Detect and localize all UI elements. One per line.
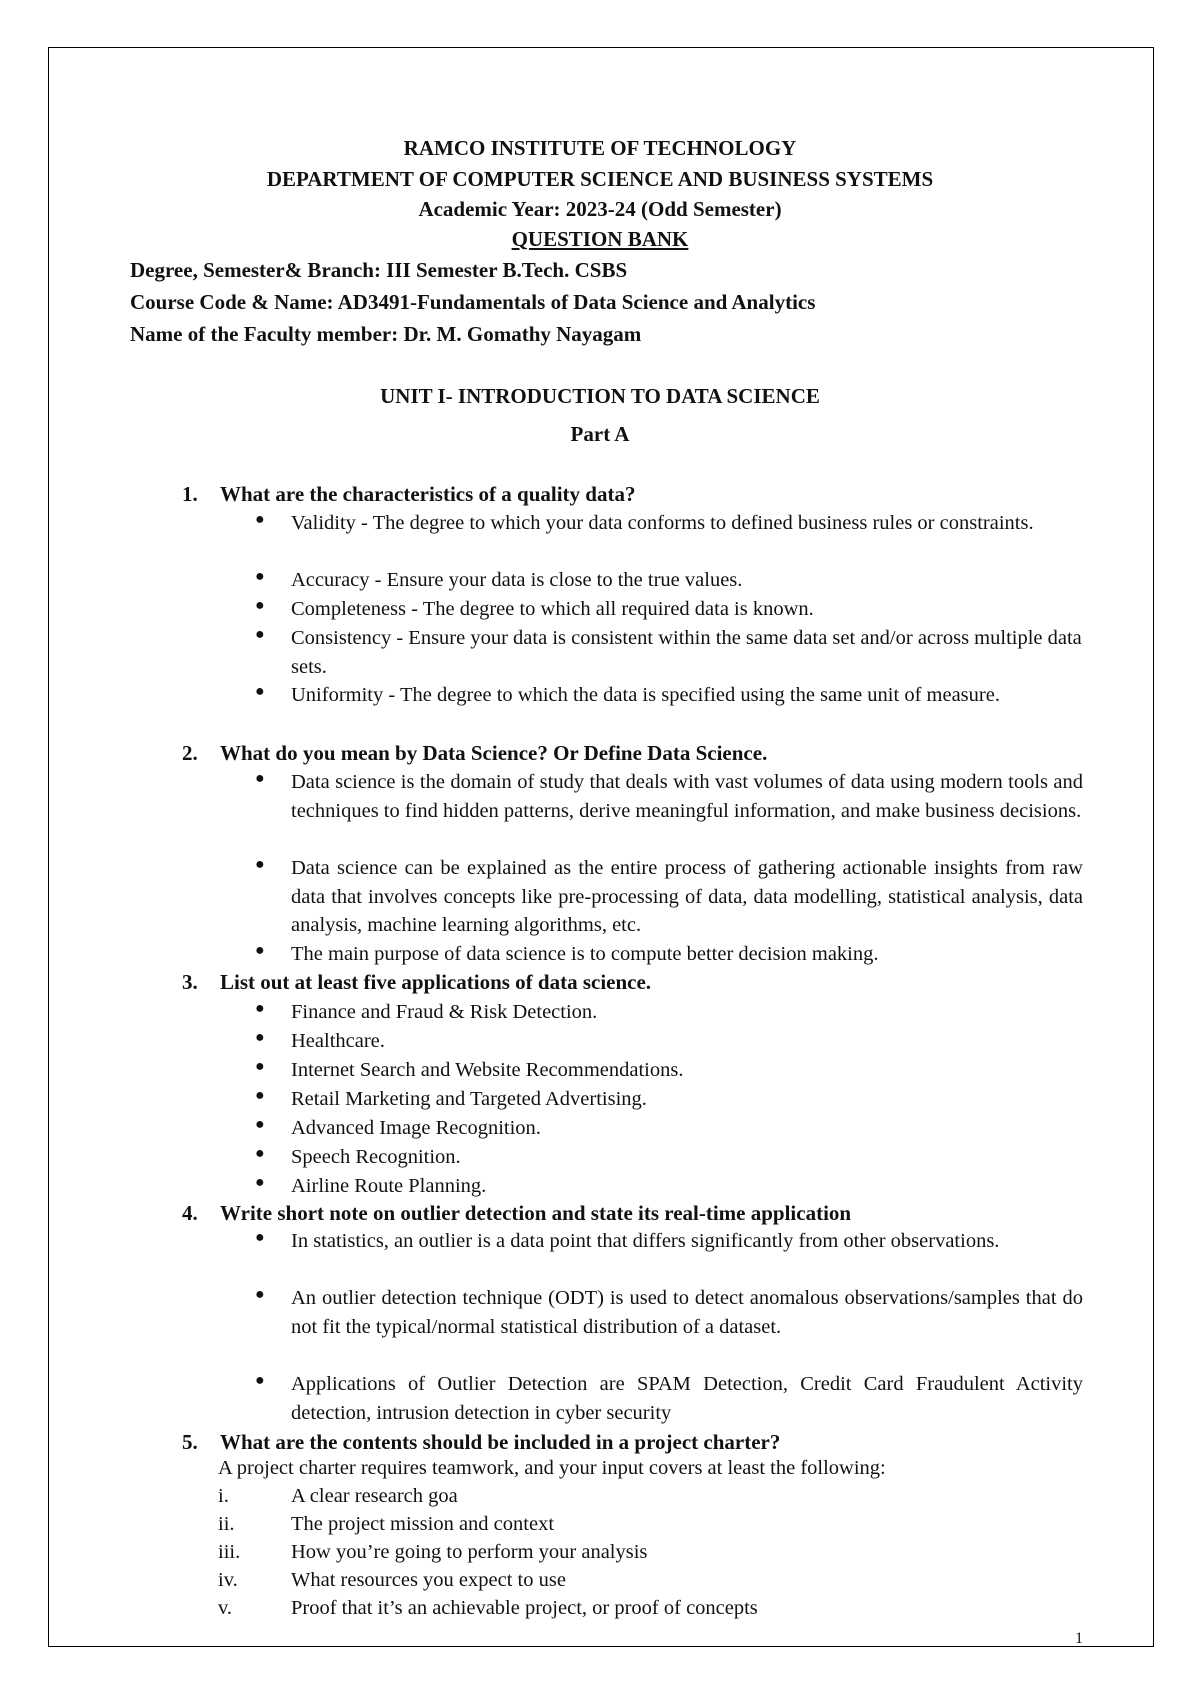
question-text: What do you mean by Data Science? Or Define Data Science. (220, 741, 768, 765)
bullet-icon: ● (255, 626, 265, 643)
bullet-icon: ● (255, 1372, 265, 1389)
question-number: 5. (182, 1430, 198, 1454)
bullet-icon: ● (255, 1229, 265, 1246)
bullet-icon: ● (255, 1174, 265, 1191)
list-item: In statistics, an outlier is a data point that differs significantly from other observations. (291, 1230, 1000, 1252)
item-number: ii. (218, 1513, 235, 1535)
bullet-icon: ● (255, 1000, 265, 1017)
list-item: The main purpose of data science is to compute better decision making. (291, 943, 879, 965)
list-item: Data science can be explained as the entire process of gathering actionable insights from raw data that involves concepts like pre-processing of data, data modelling, statistical analysis, data analysis, machine learning algorithms, etc. (291, 857, 1083, 936)
bullet-icon: ● (255, 1145, 265, 1162)
list-item: Completeness - The degree to which all required data is known. (291, 598, 814, 620)
document-title: QUESTION BANK (511, 227, 689, 251)
item-number: i. (218, 1485, 229, 1507)
list-item: Finance and Fraud & Risk Detection. (291, 1001, 598, 1023)
question-text: Write short note on outlier detection and state its real-time application (220, 1201, 852, 1225)
list-item: Accuracy - Ensure your data is close to the true values. (291, 569, 743, 591)
list-item: A clear research goa (291, 1485, 458, 1507)
question-number: 2. (182, 741, 198, 765)
part-title: Part A (570, 422, 630, 446)
degree-line: Degree, Semester& Branch: III Semester B.Tech. CSBS (130, 258, 628, 282)
question-number: 3. (182, 970, 198, 994)
list-item: Airline Route Planning. (291, 1175, 487, 1197)
unit-title: UNIT I- INTRODUCTION TO DATA SCIENCE (380, 384, 820, 408)
bullet-icon: ● (255, 511, 265, 528)
bullet-icon: ● (255, 683, 265, 700)
list-item: Applications of Outlier Detection are SPAM Detection, Credit Card Fraudulent Activity detection, intrusion detection in cyber security (291, 1373, 1083, 1424)
bullet-icon: ● (255, 1029, 265, 1046)
bullet-icon: ● (255, 1116, 265, 1133)
item-number: iv. (218, 1569, 238, 1591)
list-item: An outlier detection technique (ODT) is used to detect anomalous observations/samples that do not fit the typical/normal statistical distribution of a dataset. (291, 1287, 1083, 1338)
list-item: What resources you expect to use (291, 1569, 566, 1591)
bullet-icon: ● (255, 770, 265, 787)
list-item: Data science is the domain of study that deals with vast volumes of data using modern tools and techniques to find hidden patterns, derive meaningful information, and make business decisions. (291, 771, 1083, 822)
list-item: Uniformity - The degree to which the data is specified using the same unit of measure. (291, 684, 1000, 706)
course-line: Course Code & Name: AD3491-Fundamentals of Data Science and Analytics (130, 290, 816, 314)
question-number: 1. (182, 482, 198, 506)
list-item: How you’re going to perform your analysis (291, 1541, 648, 1563)
bullet-icon: ● (255, 568, 265, 585)
question-text: What are the contents should be included in a project charter? (220, 1430, 781, 1454)
list-item: Consistency - Ensure your data is consistent within the same data set and/or across multiple data sets. (291, 627, 1082, 678)
list-item: Validity - The degree to which your data conforms to defined business rules or constraints. (291, 512, 1034, 534)
list-item: Proof that it’s an achievable project, or proof of concepts (291, 1597, 758, 1619)
answer-intro: A project charter requires teamwork, and your input covers at least the following: (218, 1457, 886, 1479)
question-number: 4. (182, 1201, 198, 1225)
bullet-icon: ● (255, 856, 265, 873)
list-item: The project mission and context (291, 1513, 555, 1535)
bullet-icon: ● (255, 597, 265, 614)
list-item: Speech Recognition. (291, 1146, 461, 1168)
question-text: List out at least five applications of data science. (220, 970, 652, 994)
bullet-icon: ● (255, 1286, 265, 1303)
list-item: Internet Search and Website Recommendations. (291, 1059, 684, 1081)
question-text: What are the characteristics of a quality data? (220, 482, 636, 506)
bullet-icon: ● (255, 1058, 265, 1075)
department-name: DEPARTMENT OF COMPUTER SCIENCE AND BUSINESS SYSTEMS (266, 167, 934, 191)
item-number: v. (218, 1597, 233, 1619)
list-item: Advanced Image Recognition. (291, 1117, 541, 1139)
bullet-icon: ● (255, 942, 265, 959)
institute-name: RAMCO INSTITUTE OF TECHNOLOGY (403, 136, 797, 160)
academic-year: Academic Year: 2023-24 (Odd Semester) (418, 197, 782, 221)
faculty-line: Name of the Faculty member: Dr. M. Gomathy Nayagam (130, 322, 642, 346)
list-item: Healthcare. (291, 1030, 385, 1052)
bullet-icon: ● (255, 1087, 265, 1104)
list-item: Retail Marketing and Targeted Advertising. (291, 1088, 647, 1110)
page-number: 1 (1075, 1630, 1083, 1647)
item-number: iii. (218, 1541, 241, 1563)
